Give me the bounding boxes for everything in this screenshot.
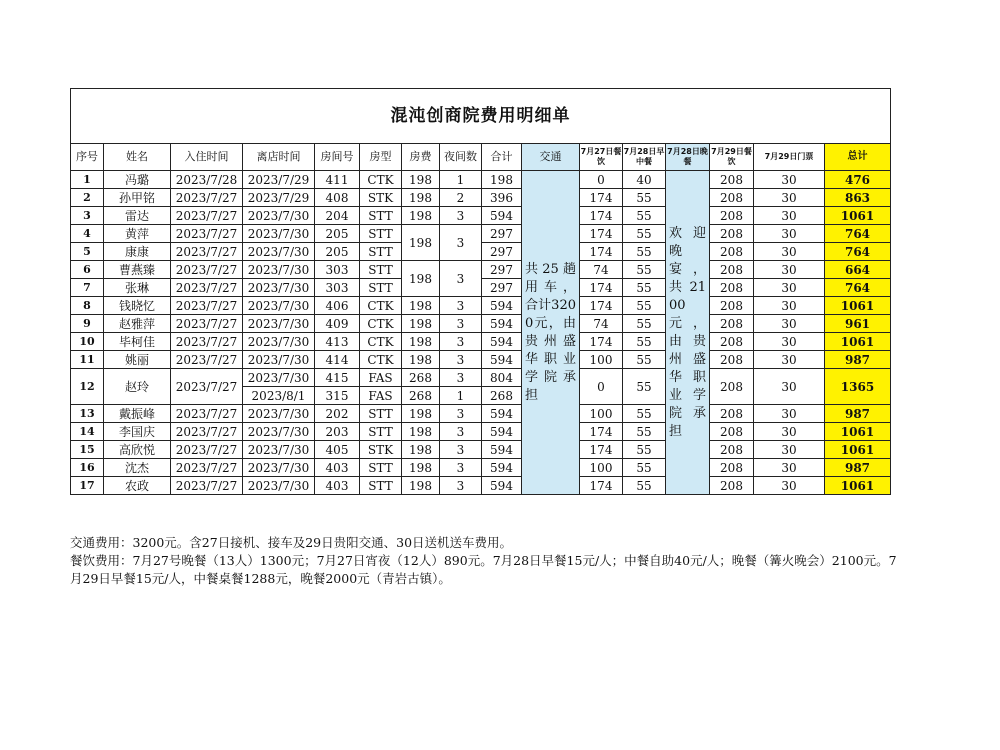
col-checkin: 入住时间	[171, 144, 243, 171]
meal-728-lunch-cell: 55	[623, 243, 666, 261]
meal-728-lunch-cell: 55	[623, 351, 666, 369]
table-row	[71, 189, 891, 207]
meal-727-cell: 100	[580, 459, 623, 477]
nights-cell: 3	[440, 351, 482, 369]
room-type-cell: STK	[360, 441, 402, 459]
meal-727-cell: 174	[580, 189, 623, 207]
meal-727-cell: 174	[580, 333, 623, 351]
room-type-cell: CTK	[360, 351, 402, 369]
table-row	[71, 315, 891, 333]
room-no-cell: 406	[315, 297, 360, 315]
room-rate-cell: 198	[402, 459, 440, 477]
checkout-cell: 2023/7/30	[243, 369, 315, 387]
room-type-cell: STT	[360, 243, 402, 261]
col-transport: 交通	[522, 144, 580, 171]
total-cell: 764	[825, 243, 891, 261]
checkout-cell: 2023/7/29	[243, 189, 315, 207]
page-title: 混沌创商院费用明细单	[71, 89, 891, 144]
table-row	[71, 351, 891, 369]
seq-cell: 6	[71, 261, 104, 279]
checkin-cell: 2023/7/27	[171, 477, 243, 495]
room-no-cell: 303	[315, 261, 360, 279]
room-rate-cell: 198	[402, 405, 440, 423]
nights-cell: 3	[440, 207, 482, 225]
nights-cell: 3	[440, 261, 482, 297]
name-cell: 赵玲	[104, 369, 171, 405]
col-meal-728-lunch: 7月28日早中餐	[623, 144, 666, 171]
room-no-cell: 411	[315, 171, 360, 189]
seq-cell: 17	[71, 477, 104, 495]
meal-729-cell: 208	[710, 243, 754, 261]
room-type-cell: STT	[360, 459, 402, 477]
checkout-cell: 2023/7/30	[243, 315, 315, 333]
table-row	[71, 333, 891, 351]
checkout-cell: 2023/7/30	[243, 225, 315, 243]
meal-729-cell: 208	[710, 351, 754, 369]
notes-section	[70, 534, 900, 588]
room-type-cell: FAS	[360, 387, 402, 405]
seq-cell: 10	[71, 333, 104, 351]
table-row	[71, 369, 891, 387]
col-name: 姓名	[104, 144, 171, 171]
total-cell: 1061	[825, 297, 891, 315]
transport-merged-cell	[522, 171, 580, 495]
seq-cell: 9	[71, 315, 104, 333]
room-no-cell: 409	[315, 315, 360, 333]
room-rate-cell: 198	[402, 261, 440, 297]
room-type-cell: STT	[360, 279, 402, 297]
total-cell: 863	[825, 189, 891, 207]
meal-729-cell: 208	[710, 189, 754, 207]
room-rate-cell: 198	[402, 225, 440, 261]
room-no-cell: 315	[315, 387, 360, 405]
ticket-729-cell: 30	[754, 369, 825, 405]
name-cell: 孙甲铭	[104, 189, 171, 207]
meal-729-cell: 208	[710, 369, 754, 405]
ticket-729-cell: 30	[754, 405, 825, 423]
ticket-729-cell: 30	[754, 459, 825, 477]
seq-cell: 1	[71, 171, 104, 189]
name-cell: 高欣悦	[104, 441, 171, 459]
checkin-cell: 2023/7/27	[171, 405, 243, 423]
checkout-cell: 2023/7/30	[243, 459, 315, 477]
nights-cell: 3	[440, 477, 482, 495]
nights-cell: 3	[440, 315, 482, 333]
table-row	[71, 171, 891, 189]
room-type-cell: STT	[360, 261, 402, 279]
subtotal-cell: 594	[482, 333, 522, 351]
checkout-cell: 2023/7/30	[243, 207, 315, 225]
meal-727-cell: 0	[580, 369, 623, 405]
room-no-cell: 414	[315, 351, 360, 369]
meal-727-cell: 100	[580, 351, 623, 369]
room-no-cell: 204	[315, 207, 360, 225]
seq-cell: 13	[71, 405, 104, 423]
meal-727-cell: 174	[580, 297, 623, 315]
col-nights: 夜间数	[440, 144, 482, 171]
room-rate-cell: 198	[402, 441, 440, 459]
dinner-merged-cell	[666, 171, 710, 495]
room-no-cell: 403	[315, 477, 360, 495]
room-no-cell: 205	[315, 225, 360, 243]
room-rate-cell: 198	[402, 477, 440, 495]
room-no-cell: 403	[315, 459, 360, 477]
nights-cell: 3	[440, 333, 482, 351]
checkin-cell: 2023/7/27	[171, 261, 243, 279]
ticket-729-cell: 30	[754, 333, 825, 351]
meal-729-cell: 208	[710, 279, 754, 297]
meal-728-lunch-cell: 55	[623, 333, 666, 351]
checkout-cell: 2023/7/30	[243, 297, 315, 315]
nights-cell: 3	[440, 459, 482, 477]
meal-728-lunch-cell: 40	[623, 171, 666, 189]
ticket-729-cell: 30	[754, 225, 825, 243]
table-row	[71, 423, 891, 441]
name-cell: 姚丽	[104, 351, 171, 369]
meal-727-cell: 174	[580, 243, 623, 261]
seq-cell: 11	[71, 351, 104, 369]
meal-727-cell: 174	[580, 441, 623, 459]
col-subtotal: 合计	[482, 144, 522, 171]
name-cell: 戴振峰	[104, 405, 171, 423]
subtotal-cell: 396	[482, 189, 522, 207]
room-no-cell: 202	[315, 405, 360, 423]
col-meal-729: 7月29日餐饮	[710, 144, 754, 171]
meal-728-lunch-cell: 55	[623, 207, 666, 225]
room-type-cell: STT	[360, 405, 402, 423]
room-rate-cell: 198	[402, 423, 440, 441]
checkout-cell: 2023/7/30	[243, 261, 315, 279]
nights-cell: 3	[440, 423, 482, 441]
dinner-note-text: 欢迎晚宴，共2100元，由贵州盛华职业学院承担	[669, 225, 706, 439]
name-cell: 毕柯佳	[104, 333, 171, 351]
name-cell: 钱晓忆	[104, 297, 171, 315]
checkout-cell: 2023/7/30	[243, 405, 315, 423]
meal-729-cell: 208	[710, 207, 754, 225]
total-cell: 664	[825, 261, 891, 279]
subtotal-cell: 594	[482, 477, 522, 495]
name-cell: 雷达	[104, 207, 171, 225]
checkin-cell: 2023/7/27	[171, 351, 243, 369]
room-type-cell: CTK	[360, 315, 402, 333]
total-cell: 961	[825, 315, 891, 333]
checkin-cell: 2023/7/27	[171, 369, 243, 405]
subtotal-cell: 594	[482, 441, 522, 459]
total-cell: 987	[825, 351, 891, 369]
total-cell: 1061	[825, 207, 891, 225]
nights-cell: 1	[440, 171, 482, 189]
room-no-cell: 303	[315, 279, 360, 297]
checkin-cell: 2023/7/27	[171, 333, 243, 351]
total-cell: 1061	[825, 423, 891, 441]
transport-note-text: 共25趟用车，合计3200元，由贵州盛华职业学院承担	[525, 261, 576, 403]
subtotal-cell: 268	[482, 387, 522, 405]
ticket-729-cell: 30	[754, 423, 825, 441]
meal-727-cell: 174	[580, 279, 623, 297]
col-room-rate: 房费	[402, 144, 440, 171]
subtotal-cell: 297	[482, 261, 522, 279]
table-row	[71, 477, 891, 495]
checkin-cell: 2023/7/27	[171, 441, 243, 459]
ticket-729-cell: 30	[754, 171, 825, 189]
meal-729-cell: 208	[710, 171, 754, 189]
room-rate-cell: 198	[402, 315, 440, 333]
table-row	[71, 261, 891, 279]
col-meal-728-dinner: 7月28日晚餐	[666, 144, 710, 171]
room-rate-cell: 198	[402, 297, 440, 315]
table-row	[71, 441, 891, 459]
meal-727-cell: 74	[580, 315, 623, 333]
checkin-cell: 2023/7/28	[171, 171, 243, 189]
room-no-cell: 413	[315, 333, 360, 351]
ticket-729-cell: 30	[754, 189, 825, 207]
meal-727-cell: 100	[580, 405, 623, 423]
seq-cell: 7	[71, 279, 104, 297]
total-cell: 987	[825, 405, 891, 423]
room-no-cell: 203	[315, 423, 360, 441]
seq-cell: 2	[71, 189, 104, 207]
meal-728-lunch-cell: 55	[623, 279, 666, 297]
col-room-no: 房间号	[315, 144, 360, 171]
table-row	[71, 207, 891, 225]
meal-728-lunch-cell: 55	[623, 405, 666, 423]
subtotal-cell: 594	[482, 423, 522, 441]
checkin-cell: 2023/7/27	[171, 225, 243, 243]
name-cell: 赵雅萍	[104, 315, 171, 333]
meal-727-cell: 174	[580, 225, 623, 243]
checkin-cell: 2023/7/27	[171, 207, 243, 225]
ticket-729-cell: 30	[754, 351, 825, 369]
meal-729-cell: 208	[710, 405, 754, 423]
subtotal-cell: 804	[482, 369, 522, 387]
subtotal-cell: 594	[482, 405, 522, 423]
table-row	[71, 297, 891, 315]
nights-cell: 3	[440, 441, 482, 459]
room-rate-cell: 268	[402, 369, 440, 387]
meal-728-lunch-cell: 55	[623, 423, 666, 441]
meal-729-cell: 208	[710, 477, 754, 495]
checkin-cell: 2023/7/27	[171, 189, 243, 207]
checkout-cell: 2023/7/30	[243, 441, 315, 459]
checkout-cell: 2023/7/30	[243, 279, 315, 297]
meal-728-lunch-cell: 55	[623, 297, 666, 315]
ticket-729-cell: 30	[754, 441, 825, 459]
subtotal-cell: 594	[482, 459, 522, 477]
col-meal-727: 7月27日餐饮	[580, 144, 623, 171]
expense-table	[70, 88, 891, 495]
nights-cell: 3	[440, 225, 482, 261]
meal-728-lunch-cell: 55	[623, 459, 666, 477]
room-type-cell: STT	[360, 477, 402, 495]
checkout-cell: 2023/7/30	[243, 477, 315, 495]
checkout-cell: 2023/7/30	[243, 423, 315, 441]
room-type-cell: CTK	[360, 297, 402, 315]
meal-729-cell: 208	[710, 333, 754, 351]
meal-728-lunch-cell: 55	[623, 189, 666, 207]
room-type-cell: STT	[360, 207, 402, 225]
checkout-cell: 2023/7/30	[243, 351, 315, 369]
room-no-cell: 205	[315, 243, 360, 261]
nights-cell: 2	[440, 189, 482, 207]
room-type-cell: STT	[360, 225, 402, 243]
table-row	[71, 459, 891, 477]
name-cell: 张琳	[104, 279, 171, 297]
header-row	[71, 144, 891, 171]
ticket-729-cell: 30	[754, 297, 825, 315]
meal-729-cell: 208	[710, 297, 754, 315]
nights-cell: 3	[440, 369, 482, 387]
checkin-cell: 2023/7/27	[171, 279, 243, 297]
name-cell: 农政	[104, 477, 171, 495]
col-room-type: 房型	[360, 144, 402, 171]
seq-cell: 16	[71, 459, 104, 477]
meal-728-lunch-cell: 55	[623, 315, 666, 333]
seq-cell: 3	[71, 207, 104, 225]
nights-cell: 3	[440, 405, 482, 423]
meal-728-lunch-cell: 55	[623, 441, 666, 459]
nights-cell: 1	[440, 387, 482, 405]
meal-728-lunch-cell: 55	[623, 261, 666, 279]
room-rate-cell: 198	[402, 171, 440, 189]
subtotal-cell: 594	[482, 207, 522, 225]
table-body	[71, 171, 891, 495]
seq-cell: 12	[71, 369, 104, 405]
meal-729-cell: 208	[710, 441, 754, 459]
meal-727-cell: 174	[580, 423, 623, 441]
meal-727-cell: 0	[580, 171, 623, 189]
col-seq: 序号	[71, 144, 104, 171]
meal-729-cell: 208	[710, 459, 754, 477]
room-type-cell: CTK	[360, 333, 402, 351]
total-cell: 1061	[825, 333, 891, 351]
subtotal-cell: 297	[482, 225, 522, 243]
subtotal-cell: 594	[482, 351, 522, 369]
total-cell: 764	[825, 225, 891, 243]
checkout-cell: 2023/7/30	[243, 333, 315, 351]
total-cell: 476	[825, 171, 891, 189]
subtotal-cell: 198	[482, 171, 522, 189]
meal-727-cell: 174	[580, 477, 623, 495]
room-rate-cell: 198	[402, 207, 440, 225]
room-rate-cell: 198	[402, 333, 440, 351]
ticket-729-cell: 30	[754, 477, 825, 495]
transport-note: 交通费用：3200元。含27日接机、接车及29日贵阳交通、30日送机送车费用。	[70, 535, 513, 550]
table-row	[71, 225, 891, 243]
total-cell: 987	[825, 459, 891, 477]
name-cell: 沈杰	[104, 459, 171, 477]
room-type-cell: STK	[360, 189, 402, 207]
name-cell: 康康	[104, 243, 171, 261]
subtotal-cell: 297	[482, 279, 522, 297]
name-cell: 黄萍	[104, 225, 171, 243]
room-no-cell: 408	[315, 189, 360, 207]
room-no-cell: 415	[315, 369, 360, 387]
room-rate-cell: 198	[402, 351, 440, 369]
ticket-729-cell: 30	[754, 261, 825, 279]
total-cell: 764	[825, 279, 891, 297]
col-checkout: 离店时间	[243, 144, 315, 171]
name-cell: 曹燕臻	[104, 261, 171, 279]
room-type-cell: FAS	[360, 369, 402, 387]
col-total: 总计	[825, 144, 891, 171]
col-ticket-729: 7月29日门票	[754, 144, 825, 171]
nights-cell: 3	[440, 297, 482, 315]
checkout-cell: 2023/7/29	[243, 171, 315, 189]
checkin-cell: 2023/7/27	[171, 243, 243, 261]
subtotal-cell: 594	[482, 297, 522, 315]
seq-cell: 5	[71, 243, 104, 261]
meal-729-cell: 208	[710, 315, 754, 333]
meal-727-cell: 174	[580, 207, 623, 225]
checkin-cell: 2023/7/27	[171, 423, 243, 441]
subtotal-cell: 297	[482, 243, 522, 261]
total-cell: 1365	[825, 369, 891, 405]
ticket-729-cell: 30	[754, 279, 825, 297]
table-row	[71, 405, 891, 423]
meal-728-lunch-cell: 55	[623, 225, 666, 243]
name-cell: 冯璐	[104, 171, 171, 189]
seq-cell: 4	[71, 225, 104, 243]
room-rate-cell: 198	[402, 189, 440, 207]
meal-728-lunch-cell: 55	[623, 477, 666, 495]
meal-728-lunch-cell: 55	[623, 369, 666, 405]
room-rate-cell: 268	[402, 387, 440, 405]
room-type-cell: CTK	[360, 171, 402, 189]
seq-cell: 14	[71, 423, 104, 441]
checkin-cell: 2023/7/27	[171, 315, 243, 333]
meal-729-cell: 208	[710, 225, 754, 243]
meal-729-cell: 208	[710, 261, 754, 279]
seq-cell: 8	[71, 297, 104, 315]
meal-727-cell: 74	[580, 261, 623, 279]
meal-729-cell: 208	[710, 423, 754, 441]
subtotal-cell: 594	[482, 315, 522, 333]
total-cell: 1061	[825, 441, 891, 459]
total-cell: 1061	[825, 477, 891, 495]
room-no-cell: 405	[315, 441, 360, 459]
name-cell: 李国庆	[104, 423, 171, 441]
seq-cell: 15	[71, 441, 104, 459]
ticket-729-cell: 30	[754, 315, 825, 333]
ticket-729-cell: 30	[754, 243, 825, 261]
ticket-729-cell: 30	[754, 207, 825, 225]
meals-note: 餐饮费用：7月27号晚餐（13人）1300元；7月27日宵夜（12人）890元。7月28日早餐15元/人；中餐自助40元/人；晚餐（篝火晚会）2100元。7月29日早餐15元/人，中餐桌餐1288元，晚餐2000元（青岩古镇）。	[70, 553, 897, 586]
checkout-cell: 2023/8/1	[243, 387, 315, 405]
checkin-cell: 2023/7/27	[171, 297, 243, 315]
room-type-cell: STT	[360, 423, 402, 441]
checkout-cell: 2023/7/30	[243, 243, 315, 261]
checkin-cell: 2023/7/27	[171, 459, 243, 477]
